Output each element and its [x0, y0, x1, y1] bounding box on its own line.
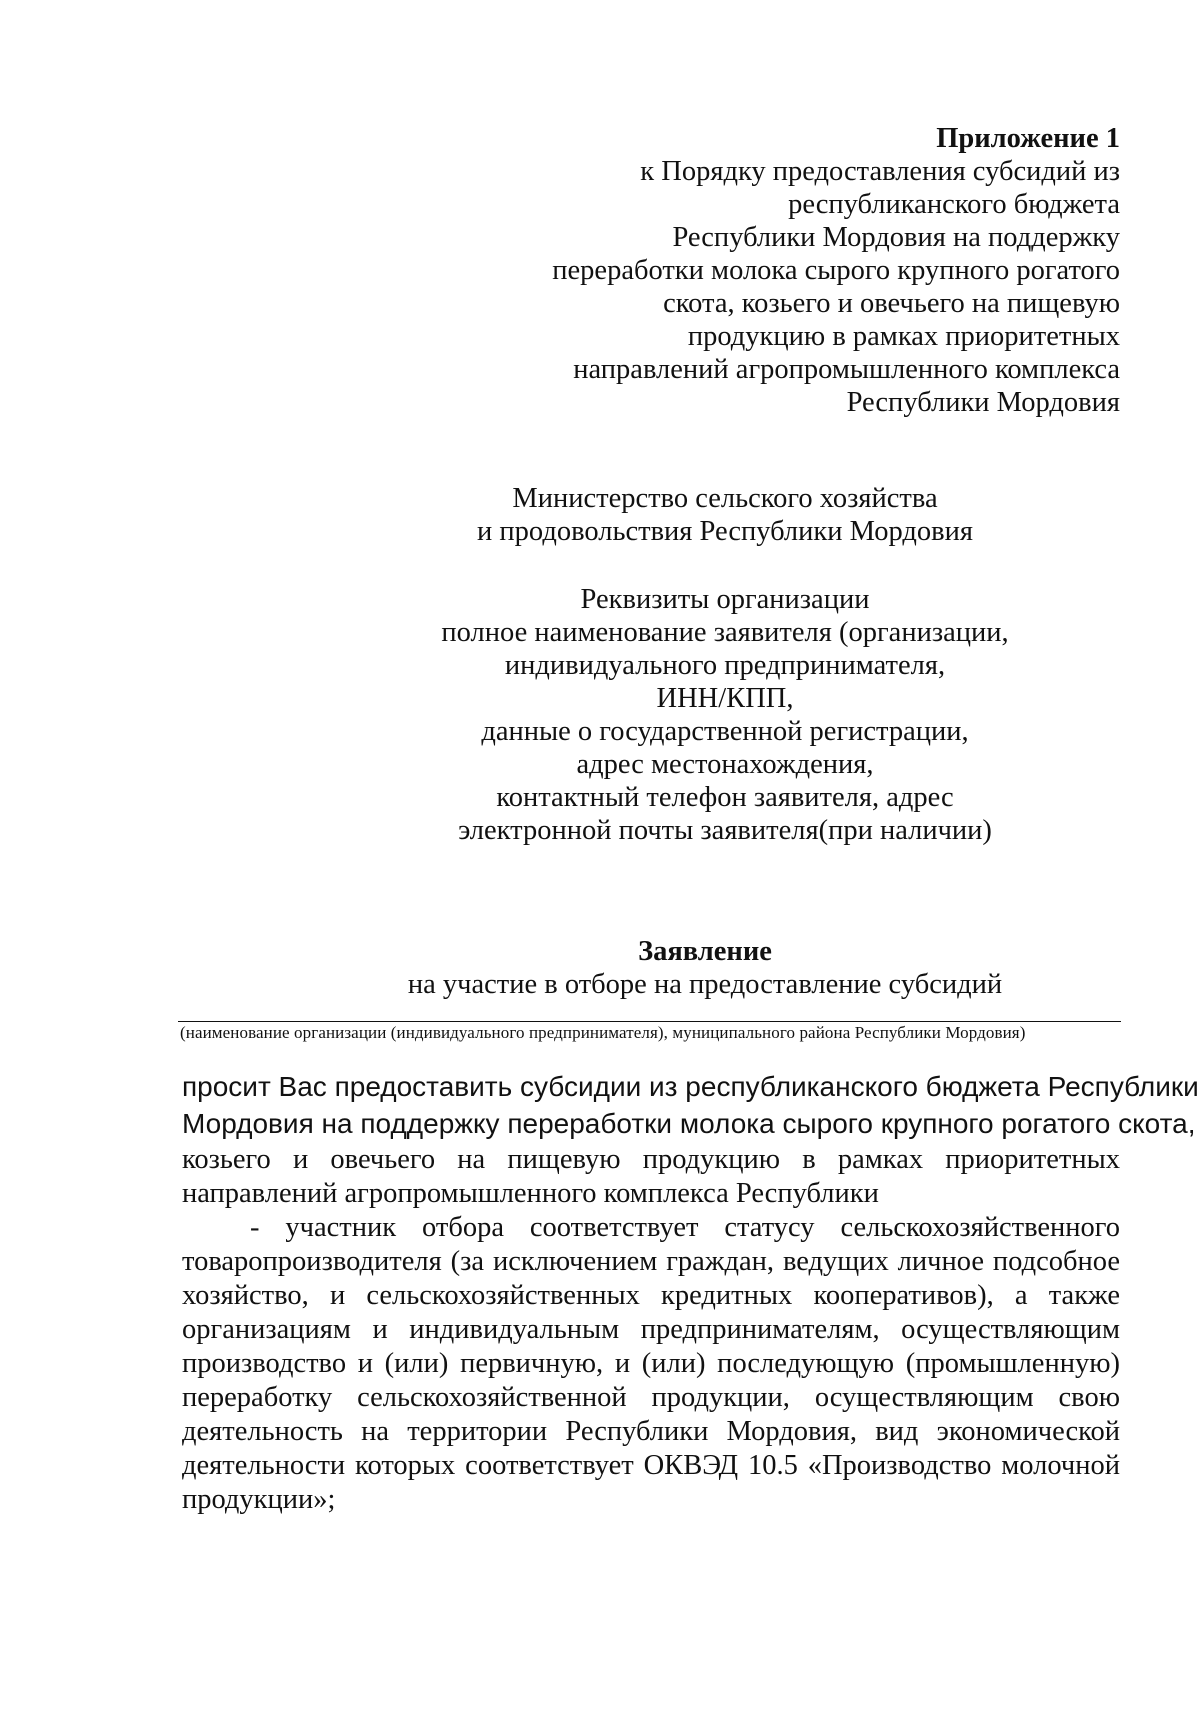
body-line: организациям и индивидуальным предпринимателям, осуществляющим — [182, 1314, 1120, 1345]
body-line: просит Вас предоставить субсидии из республиканского бюджета Республики — [182, 1071, 1199, 1102]
body-line: производство и (или) первичную, и (или) последующую (промышленную) — [182, 1348, 1120, 1379]
appendix-line: к Порядку предоставления субсидий из — [640, 156, 1120, 187]
body-line: козьего и овечьего на пищевую продукцию в рамках приоритетных — [182, 1144, 1120, 1175]
body-line: деятельности которых соответствует ОКВЭД 10.5 «Производство молочной — [182, 1450, 1120, 1481]
requisites-line: ИНН/КПП, — [656, 683, 794, 714]
applicant-name-caption: (наименование организации (индивидуального предпринимателя), муниципального района Республики Мордовия) — [180, 1023, 1026, 1042]
addressee-line: Министерство сельского хозяйства — [512, 483, 938, 514]
requisites-line: полное наименование заявителя (организации, — [441, 617, 1009, 648]
appendix-line: продукцию в рамках приоритетных — [687, 321, 1120, 352]
appendix-line: скота, козьего и овечьего на пищевую — [663, 288, 1120, 319]
appendix-line: Республики Мордовия — [846, 387, 1120, 418]
requisites-line: индивидуального предпринимателя, — [504, 650, 946, 681]
body-line: Мордовия на поддержку переработки молока сырого крупного рогатого скота, — [182, 1108, 1196, 1139]
addressee-line: и продовольствия Республики Мордовия — [477, 516, 973, 547]
requisites-line: электронной почты заявителя(при наличии) — [458, 815, 992, 846]
body-line: переработку сельскохозяйственной продукции, осуществляющим свою — [182, 1382, 1120, 1413]
appendix-line: Республики Мордовия на поддержку — [672, 222, 1120, 253]
requisites-line: адрес местонахождения, — [576, 749, 874, 780]
body-line: хозяйство, и сельскохозяйственных кредитных кооперативов), а также — [182, 1280, 1120, 1311]
requisites-line: контактный телефон заявителя, адрес — [496, 782, 954, 813]
statement-title: Заявление — [638, 936, 772, 967]
appendix-line: направлений агропромышленного комплекса — [573, 354, 1120, 385]
body-line: продукции»; — [182, 1484, 336, 1515]
requisites-line: данные о государственной регистрации, — [481, 716, 969, 747]
requisites-line: Реквизиты организации — [580, 584, 870, 615]
appendix-line: переработки молока сырого крупного рогатого — [552, 255, 1120, 286]
statement-subtitle: на участие в отборе на предоставление субсидий — [407, 969, 1003, 1000]
body-line: товаропроизводителя (за исключением граждан, ведущих личное подсобное — [182, 1246, 1120, 1277]
body-line: - участник отбора соответствует статусу сельскохозяйственного — [250, 1212, 1120, 1243]
body-line: деятельность на территории Республики Мордовия, вид экономической — [182, 1416, 1120, 1447]
appendix-title: Приложение 1 — [936, 123, 1120, 154]
appendix-line: республиканского бюджета — [788, 189, 1120, 220]
body-line: направлений агропромышленного комплекса Республики — [182, 1178, 879, 1209]
